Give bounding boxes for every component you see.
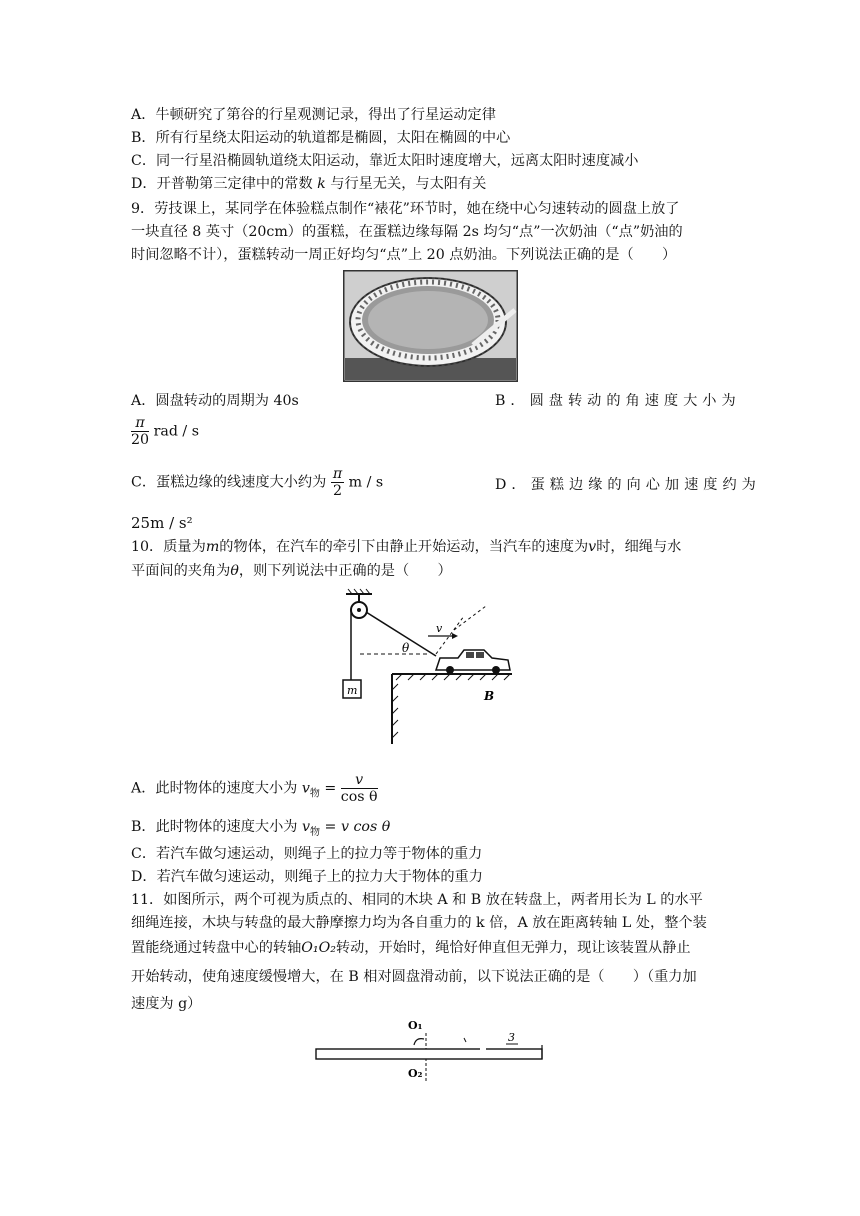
label-b: B (484, 689, 495, 703)
q9-option-c (131, 466, 383, 499)
q11-stem-line2: 细绳连接，木块与转盘的最大静摩擦力均为各自重力的 k 倍，A 放在距离转轴 L 处，整个装 (131, 915, 707, 931)
cake-photo (343, 270, 518, 382)
q9-b-unit: rad / s (153, 423, 199, 440)
q10-a-lhs: v (301, 780, 310, 797)
q11-stem-line5: 速度为 g） (131, 996, 202, 1012)
q10-line1-post: 时，细绳与水 (596, 539, 682, 555)
q8-option-d-post: 与行星无关，与太阳有关 (330, 176, 487, 192)
q10-a-text: A．此时物体的速度大小为 (131, 780, 298, 797)
q10-b-rhs: = v cos θ (320, 819, 391, 835)
q10-var-theta: θ (230, 563, 239, 579)
q10-a-fraction (341, 772, 378, 805)
q10-a-sub: 物 (309, 788, 320, 800)
q9-c-num: π (332, 466, 343, 482)
turntable (316, 1049, 542, 1059)
q10-line2-pre: 平面间的夹角为 (131, 563, 231, 579)
q11-stem-line4: 开始转动，使角速度缓慢增大，在 B 相对圆盘滑动前，以下说法正确的是（ ）（重力加 (131, 969, 697, 985)
q9-b-den: 20 (131, 432, 150, 448)
q11-stem-line3 (131, 937, 691, 959)
label-o1: O₁ (408, 1019, 423, 1032)
q9-b-fraction (131, 415, 149, 448)
q10-line1-pre: 10．质量为 (131, 539, 206, 555)
q9-c-fraction (331, 466, 344, 499)
q10-b-lhs: v (302, 819, 311, 835)
q8-option-a: A．牛顿研究了第谷的行星观测记录，得出了行星运动定律 (131, 107, 496, 123)
q10-line2-post: ，则下列说法中正确的是（ ） (238, 563, 452, 579)
q8-option-c: C．同一行星沿椭圆轨道绕太阳运动，靠近太阳时速度增大，远离太阳时速度减小 (131, 153, 639, 169)
label-m: m (347, 684, 358, 697)
q9-b-num: π (131, 415, 149, 432)
label-v: v (436, 622, 443, 635)
q9-option-d: D．蛋糕边缘的向心加速度约为 (495, 477, 761, 493)
car-pulley-diagram (336, 588, 522, 748)
q10-b-text: B．此时物体的速度大小为 (131, 819, 298, 835)
q8-option-d (131, 173, 486, 195)
q10-option-c: C．若汽车做匀速运动，则绳子上的拉力等于物体的重力 (131, 846, 483, 862)
q8-option-d-var: k (317, 176, 326, 192)
q9-stem-line2: 一块直径 8 英寸（20cm）的蛋糕，在蛋糕边缘每隔 2s 均匀“点”一次奶油（“点”奶油的 (131, 224, 683, 240)
q8-option-b: B．所有行星绕太阳运动的轨道都是椭圆，太阳在椭圆的中心 (131, 130, 511, 146)
q9-option-a: A．圆盘转动的周期为 40s (131, 393, 299, 409)
q10-a-den: cos θ (340, 789, 378, 805)
q9-option-b: B．圆盘转动的角速度大小为 (495, 393, 741, 409)
q9-c-den: 2 (332, 483, 342, 499)
q9-option-d-value: 25m / s² (131, 514, 193, 532)
q11-line3-post: 转动，开始时，绳恰好伸直但无弹力，现让该装置从静止 (335, 940, 691, 956)
q9-c-unit: m / s (348, 474, 384, 491)
q10-stem-line2 (131, 560, 452, 582)
label-3: 3 (508, 1031, 515, 1044)
q10-option-a: A．此时物体的速度大小为 $v_物$ = $\frac{v}{\text{cos θ}}$ (131, 772, 378, 805)
q10-var-v: v (588, 539, 597, 555)
q10-b-sub: 物 (310, 826, 321, 838)
q11-axis: O₁O₂ (301, 940, 336, 956)
q11-line3-pre: 置能绕通过转盘中心的转轴 (131, 940, 302, 956)
label-o2: O₂ (408, 1067, 423, 1080)
q10-option-d: D．若汽车做匀速运动，则绳子上的拉力大于物体的重力 (131, 869, 483, 885)
turntable-diagram (312, 1015, 548, 1087)
q9-stem-line1: 9．劳技课上，某同学在体验糕点制作“裱花”环节时，她在绕中心匀速转动的圆盘上放了 (131, 201, 680, 217)
q8-option-d-pre: D．开普勒第三定律中的常数 (131, 176, 313, 192)
q9-c-text: C．蛋糕边缘的线速度大小约为 (131, 474, 327, 491)
q10-var-m: m (205, 539, 220, 555)
label-theta: θ (402, 641, 410, 655)
q10-a-num: v (341, 772, 378, 789)
q11-stem-line1: 11．如图所示，两个可视为质点的、相同的木块 A 和 B 放在转盘上，两者用长为 L 的水平 (131, 892, 703, 908)
q10-option-b (131, 816, 390, 844)
q9-stem-line3: 时间忽略不计），蛋糕转动一周正好均匀“点”上 20 点奶油。下列说法正确的是（ ） (131, 247, 677, 263)
q10-line1-mid: 的物体，在汽车的牵引下由静止开始运动，当汽车的速度为 (219, 539, 589, 555)
q9-option-b-value (131, 415, 199, 448)
q10-stem-line1 (131, 536, 681, 558)
car (436, 650, 510, 674)
